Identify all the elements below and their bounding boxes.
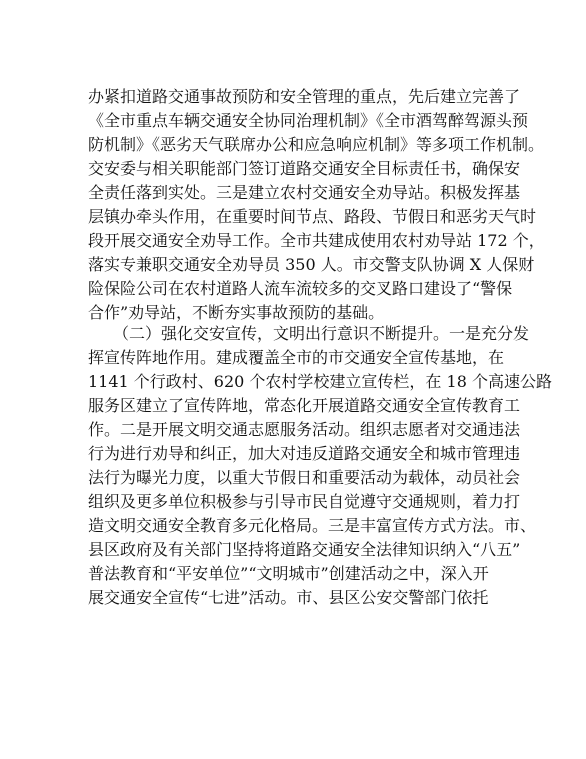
text-line: 办紧扣道路交通事故预防和安全管理的重点，先后建立完善了 bbox=[88, 87, 521, 106]
text-line: 段开展交通安全劝导工作。全市共建成使用农村劝导站 172 个， bbox=[88, 231, 545, 250]
text-line: 普法教育和“平安单位”“文明城市”创建活动之中，深入开 bbox=[88, 564, 489, 583]
text-line: 作。二是开展文明交通志愿服务活动。组织志愿者对交通违法 bbox=[88, 420, 521, 439]
text-line: 县区政府及有关部门坚持将道路交通安全法律知识纳入“八五” bbox=[88, 540, 521, 559]
text-line: 落实专兼职交通安全劝导员 350 人。市交警支队协调 X 人保财 bbox=[88, 255, 535, 274]
text-line: 交安委与相关职能部门签订道路交通安全目标责任书，确保安 bbox=[88, 159, 521, 178]
text-line: 行为进行劝导和纠正，加大对违反道路交通安全和城市管理违 bbox=[88, 444, 521, 463]
text-line: 造文明交通安全教育多元化格局。三是丰富宣传方式方法。市、 bbox=[88, 516, 537, 535]
text-line: 展交通安全宣传“七进”活动。市、县区公安交警部门依托 bbox=[88, 588, 489, 607]
text-line: 合作”劝导站，不断夯实事故预防的基础。 bbox=[88, 303, 385, 322]
text-line: 全责任落到实处。三是建立农村交通安全劝导站。积极发挥基 bbox=[88, 183, 521, 202]
paragraph-2 bbox=[88, 322, 552, 610]
text-line: 挥宣传阵地作用。建成覆盖全市的市交通安全宣传基地，在 bbox=[88, 348, 505, 367]
text-line: 《全市重点车辆交通安全协同治理机制》《全市酒驾醉驾源头预 bbox=[88, 111, 529, 130]
text-line: 险保险公司在农村道路人流车流较多的交叉路口建设了“警保 bbox=[88, 279, 513, 298]
paragraph-1 bbox=[88, 85, 545, 325]
text-line: 防机制》《恶劣天气联席办公和应急响应机制》等多项工作机制。 bbox=[88, 135, 545, 154]
text-line: 组织及更多单位积极参与引导市民自觉遵守交通规则，着力打 bbox=[88, 492, 521, 511]
text-line: 法行为曝光力度，以重大节假日和重要活动为载体，动员社会 bbox=[88, 468, 521, 487]
text-line-heading: （二）强化交安宣传，文明出行意识不断提升。一是充分发 bbox=[113, 324, 530, 343]
text-line: 1141 个行政村、620 个农村学校建立宣传栏，在 18 个高速公路 bbox=[88, 372, 552, 391]
text-line: 服务区建立了宣传阵地，常态化开展道路交通安全宣传教育工 bbox=[88, 396, 521, 415]
text-line: 层镇办牵头作用，在重要时间节点、路段、节假日和恶劣天气时 bbox=[88, 207, 537, 226]
